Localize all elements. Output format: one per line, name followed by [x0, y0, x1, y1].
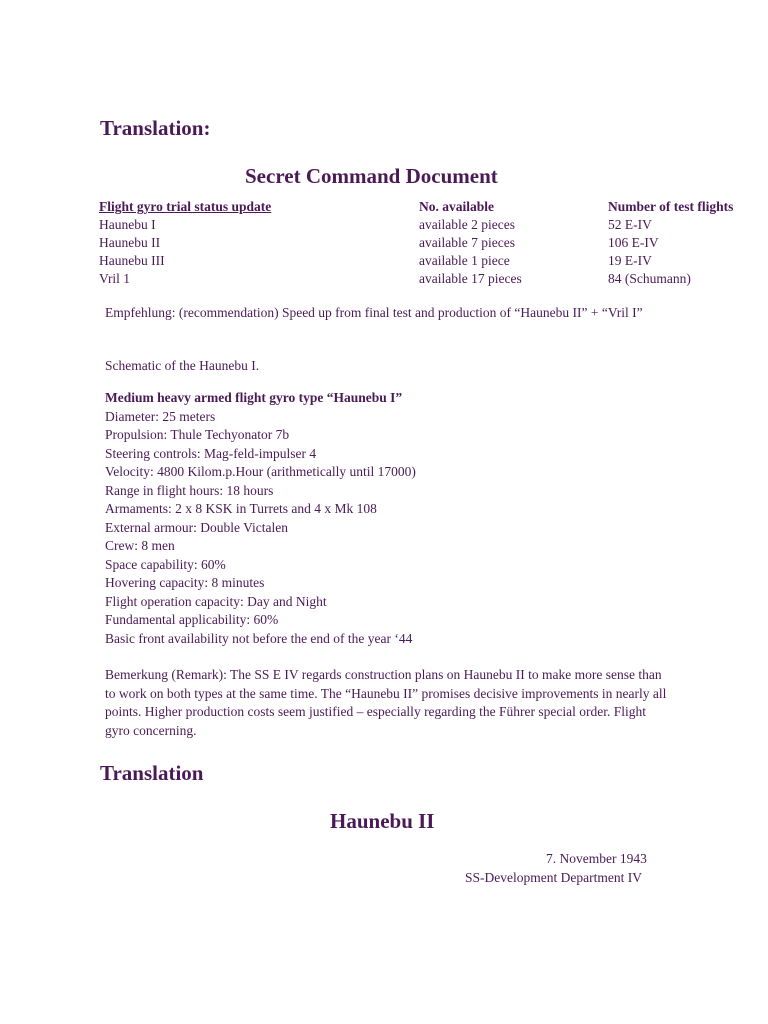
table-cell: 84 (Schumann): [608, 271, 691, 286]
table-cell: 52 E-IV: [608, 217, 652, 232]
spec-line: Space capability: 60%: [105, 556, 226, 572]
table-cell: 106 E-IV: [608, 235, 659, 250]
spec-line: Crew: 8 men: [105, 538, 175, 553]
spec-line: Basic front availability not before the end of the year ‘44: [105, 630, 413, 646]
spec-line: Fundamental applicability: 60%: [105, 612, 279, 627]
table-cell: available 1 piece: [419, 253, 510, 268]
spec-title: Medium heavy armed flight gyro type “Haunebu I”: [105, 390, 403, 405]
table-cell: available 17 pieces: [419, 271, 522, 286]
table-header-cell: Number of test flights: [608, 199, 734, 214]
recommendation-paragraph: Empfehlung: (recommendation) Speed up from final test and production of “Haunebu II” + “Vril I”: [105, 305, 643, 320]
table-cell: 19 E-IV: [608, 253, 652, 268]
schematic-caption: Schematic of the Haunebu I.: [105, 358, 260, 373]
spec-line: Flight operation capacity: Day and Night: [105, 593, 327, 609]
heading-translation: Translation:: [100, 116, 211, 140]
table-cell: Haunebu III: [99, 253, 165, 268]
table-header-cell: Flight gyro trial status update: [99, 199, 272, 214]
spec-line: External armour: Double Victalen: [105, 519, 289, 535]
spec-line: Diameter: 25 meters: [105, 408, 216, 424]
spec-line: Range in flight hours: 18 hours: [105, 482, 274, 498]
table-cell: Haunebu I: [99, 217, 156, 232]
department-label: SS-Development Department IV: [465, 870, 642, 885]
document-title: Secret Command Document: [245, 164, 498, 188]
spec-line: Velocity: 4800 Kilom.p.Hour (arithmetically until 17000): [105, 464, 416, 479]
spec-line: Hovering capacity: 8 minutes: [105, 575, 265, 590]
spec-line: Steering controls: Mag-feld-impulser 4: [105, 445, 317, 461]
spec-line: Propulsion: Thule Techyonator 7b: [105, 427, 290, 442]
table-cell: available 7 pieces: [419, 235, 515, 250]
spec-line: Armaments: 2 x 8 KSK in Turrets and 4 x Mk 108: [105, 501, 377, 516]
spec-block: [105, 389, 670, 648]
heading-translation-2: Translation: [100, 761, 204, 785]
table-cell: available 2 pieces: [419, 217, 515, 232]
remark-paragraph: Bemerkung (Remark): The SS E IV regards construction plans on Haunebu II to make more sense than to work on both types at the same time. The “Haunebu II” promises decisive improvements in nearly all points. Higher production costs seem justified – especially regarding the Führer special order. Flight gyro concerning.: [105, 667, 667, 738]
table-header-cell: No. available: [419, 199, 495, 214]
section-title: Haunebu II: [330, 809, 435, 833]
table-cell: Vril 1: [99, 271, 131, 286]
table-cell: Haunebu II: [99, 235, 161, 250]
document-date: 7. November 1943: [546, 851, 647, 866]
